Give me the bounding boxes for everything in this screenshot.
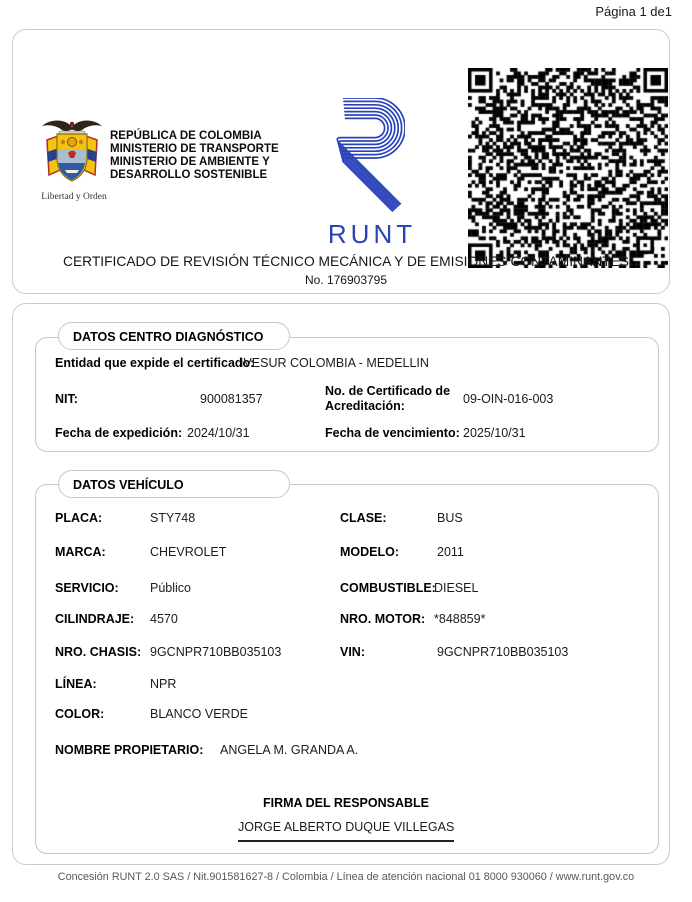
- color-label: COLOR:: [55, 707, 105, 721]
- nit-value: 900081357: [200, 392, 263, 406]
- certificate-title: CERTIFICADO DE REVISIÓN TÉCNICO MECÁNICA Y DE EMISIONES CONTAMINANTES: [62, 254, 629, 269]
- modelo-value: 2011: [437, 545, 464, 559]
- nit-label: NIT:: [55, 392, 78, 406]
- ministry-line: REPÚBLICA DE COLOMBIA: [110, 130, 262, 142]
- colombia-coat-of-arms-icon: [39, 118, 105, 190]
- expedicion-label: Fecha de expedición:: [55, 426, 183, 440]
- ministry-line: DESARROLLO SOSTENIBLE: [110, 169, 268, 181]
- vin-value: 9GCNPR710BB035103: [437, 645, 569, 659]
- ministry-line: MINISTERIO DE TRANSPORTE: [110, 143, 279, 155]
- marca-value: CHEVROLET: [150, 545, 227, 559]
- vencimiento-label: Fecha de vencimiento:: [325, 426, 460, 440]
- propietario-value: ANGELA M. GRANDA A.: [220, 743, 359, 757]
- vehicle-section-title: DATOS VEHÍCULO: [58, 470, 290, 498]
- signature-title: FIRMA DEL RESPONSABLE: [263, 796, 429, 810]
- linea-label: LÍNEA:: [55, 677, 97, 691]
- linea-value: NPR: [150, 677, 177, 691]
- runt-logo-icon: [333, 98, 405, 216]
- clase-label: CLASE:: [340, 511, 387, 525]
- certificate-number: No. 176903795: [304, 273, 388, 287]
- page-number-label: Página 1 de1: [595, 4, 672, 19]
- runt-wordmark: RUNT: [327, 219, 417, 249]
- servicio-label: SERVICIO:: [55, 581, 119, 595]
- entidad-value: IVESUR COLOMBIA - MEDELLIN: [240, 356, 429, 370]
- color-value: BLANCO VERDE: [150, 707, 248, 721]
- signature-name: JORGE ALBERTO DUQUE VILLEGAS: [238, 820, 454, 842]
- placa-value: STY748: [150, 511, 196, 525]
- cilindraje-label: CILINDRAJE:: [55, 612, 135, 626]
- vin-label: VIN:: [340, 645, 365, 659]
- nro-motor-value: *848859*: [434, 612, 486, 626]
- diagnostic-center-section-title: DATOS CENTRO DIAGNÓSTICO: [58, 322, 290, 350]
- acreditacion-label: No. de Certificado de Acreditación:: [325, 384, 451, 413]
- ministry-line: MINISTERIO DE AMBIENTE Y: [110, 156, 270, 168]
- marca-label: MARCA:: [55, 545, 106, 559]
- servicio-value: Público: [150, 581, 191, 595]
- expedicion-value: 2024/10/31: [187, 426, 250, 440]
- qr-code: [468, 68, 668, 268]
- modelo-label: MODELO:: [340, 545, 400, 559]
- vencimiento-value: 2025/10/31: [463, 426, 526, 440]
- footer-text: Concesión RUNT 2.0 SAS / Nit.901581627-8 / Colombia / Línea de atención nacional 01 8000 930060 / www.runt.gov.co: [57, 871, 635, 883]
- cilindraje-value: 4570: [150, 612, 178, 626]
- propietario-label: NOMBRE PROPIETARIO:: [55, 743, 204, 757]
- nro-chasis-label: NRO. CHASIS:: [55, 645, 142, 659]
- combustible-value: DIESEL: [434, 581, 479, 595]
- acreditacion-value: 09-OIN-016-003: [463, 392, 554, 406]
- coat-motto-label: Libertad y Orden: [41, 192, 107, 202]
- entidad-label: Entidad que expide el certificado:: [55, 356, 255, 370]
- placa-label: PLACA:: [55, 511, 103, 525]
- nro-motor-label: NRO. MOTOR:: [340, 612, 426, 626]
- combustible-label: COMBUSTIBLE:: [340, 581, 436, 595]
- ministry-text-block: [110, 130, 279, 182]
- nro-chasis-value: 9GCNPR710BB035103: [150, 645, 282, 659]
- clase-value: BUS: [437, 511, 463, 525]
